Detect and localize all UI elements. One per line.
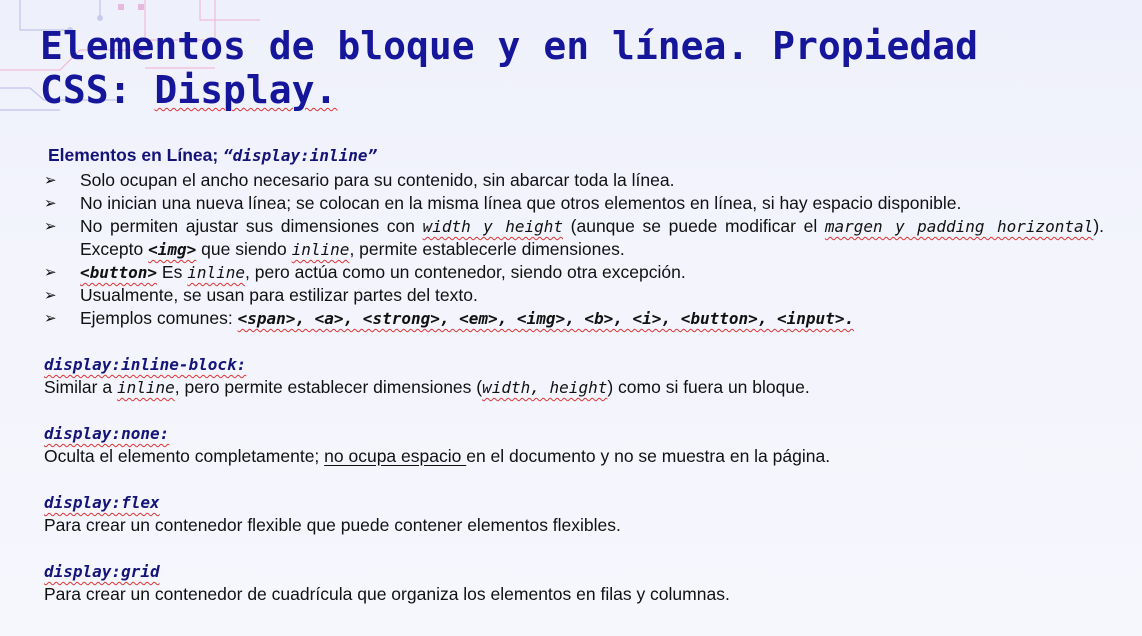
none-description: Oculta el elemento completamente; no ocupa espacio en el documento y no se muestra en la página. (44, 446, 831, 466)
grid-heading: display:grid (44, 562, 160, 581)
underlined-text: no ocupa espacio (324, 446, 467, 466)
arrow-bullet-icon: ➢ (44, 172, 57, 189)
list-item (44, 192, 1104, 215)
list-item (44, 169, 1104, 192)
inline-heading-code: “display:inline” (223, 146, 378, 165)
list-item (44, 307, 1104, 330)
none-heading: display:none: (44, 424, 170, 443)
code-button: <button> (80, 263, 158, 282)
arrow-bullet-icon: ➢ (44, 310, 57, 327)
title-line2-prefix: CSS: (40, 68, 155, 112)
code-margen-padding: margen y padding horizontal (824, 217, 1094, 236)
list-item (44, 261, 1104, 284)
flex-heading: display:flex (44, 493, 160, 512)
arrow-bullet-icon: ➢ (44, 195, 57, 212)
title-display-word: Display. (154, 68, 338, 112)
bullet-text: que siendo (196, 239, 292, 259)
list-item (44, 215, 1104, 261)
arrow-bullet-icon: ➢ (44, 287, 57, 304)
code-width-height: width, height (482, 378, 608, 397)
bullet-text: Es (157, 262, 188, 282)
code-width-height: width y height (422, 217, 563, 236)
bullet-text: (aunque se puede modificar el (563, 216, 825, 236)
inline-heading-text: Elementos en Línea; (48, 145, 224, 165)
code-inline: inline (187, 263, 246, 282)
slide-content (44, 144, 1104, 606)
inline-block-section (44, 353, 1104, 399)
bullet-text: Ejemplos comunes: (80, 308, 238, 328)
bullet-text: Usualmente, se usan para estilizar partes del texto. (80, 285, 478, 305)
bullet-text: ). Excepto (80, 216, 1105, 259)
none-section (44, 422, 1104, 468)
title-line1: Elementos de bloque y en línea. Propiedad (40, 24, 978, 68)
flex-section (44, 491, 1104, 537)
bullet-text: No inician una nueva línea; se colocan en la misma línea que otros elementos en línea, si hay espacio disponible. (80, 193, 962, 213)
inline-bullet-list (44, 169, 1104, 330)
flex-description: Para crear un contenedor flexible que puede contener elementos flexibles. (44, 515, 621, 535)
code-examples: <span>, <a>, <strong>, <em>, <img>, <b>, <i>, <button>, <input>. (237, 309, 855, 328)
code-inline: inline (116, 378, 175, 397)
grid-section (44, 560, 1104, 606)
bullet-text: , permite establecerle dimensiones. (349, 239, 625, 259)
inline-block-description: Similar a inline, pero permite establecer dimensiones (width, height) como si fuera un bloque. (44, 377, 810, 397)
arrow-bullet-icon: ➢ (44, 264, 57, 281)
code-img: <img> (148, 240, 197, 259)
bullet-text: , pero actúa como un contenedor, siendo otra excepción. (245, 262, 686, 282)
inline-block-heading: display:inline-block: (44, 355, 247, 374)
inline-heading (48, 144, 1104, 167)
bullet-text: No permiten ajustar sus dimensiones con (80, 216, 423, 236)
grid-description: Para crear un contenedor de cuadrícula que organiza los elementos en filas y columnas. (44, 584, 730, 604)
code-inline: inline (291, 240, 350, 259)
bullet-text: Solo ocupan el ancho necesario para su contenido, sin abarcar toda la línea. (80, 170, 675, 190)
arrow-bullet-icon: ➢ (44, 218, 57, 235)
list-item (44, 284, 1104, 307)
page-title (40, 24, 1130, 112)
